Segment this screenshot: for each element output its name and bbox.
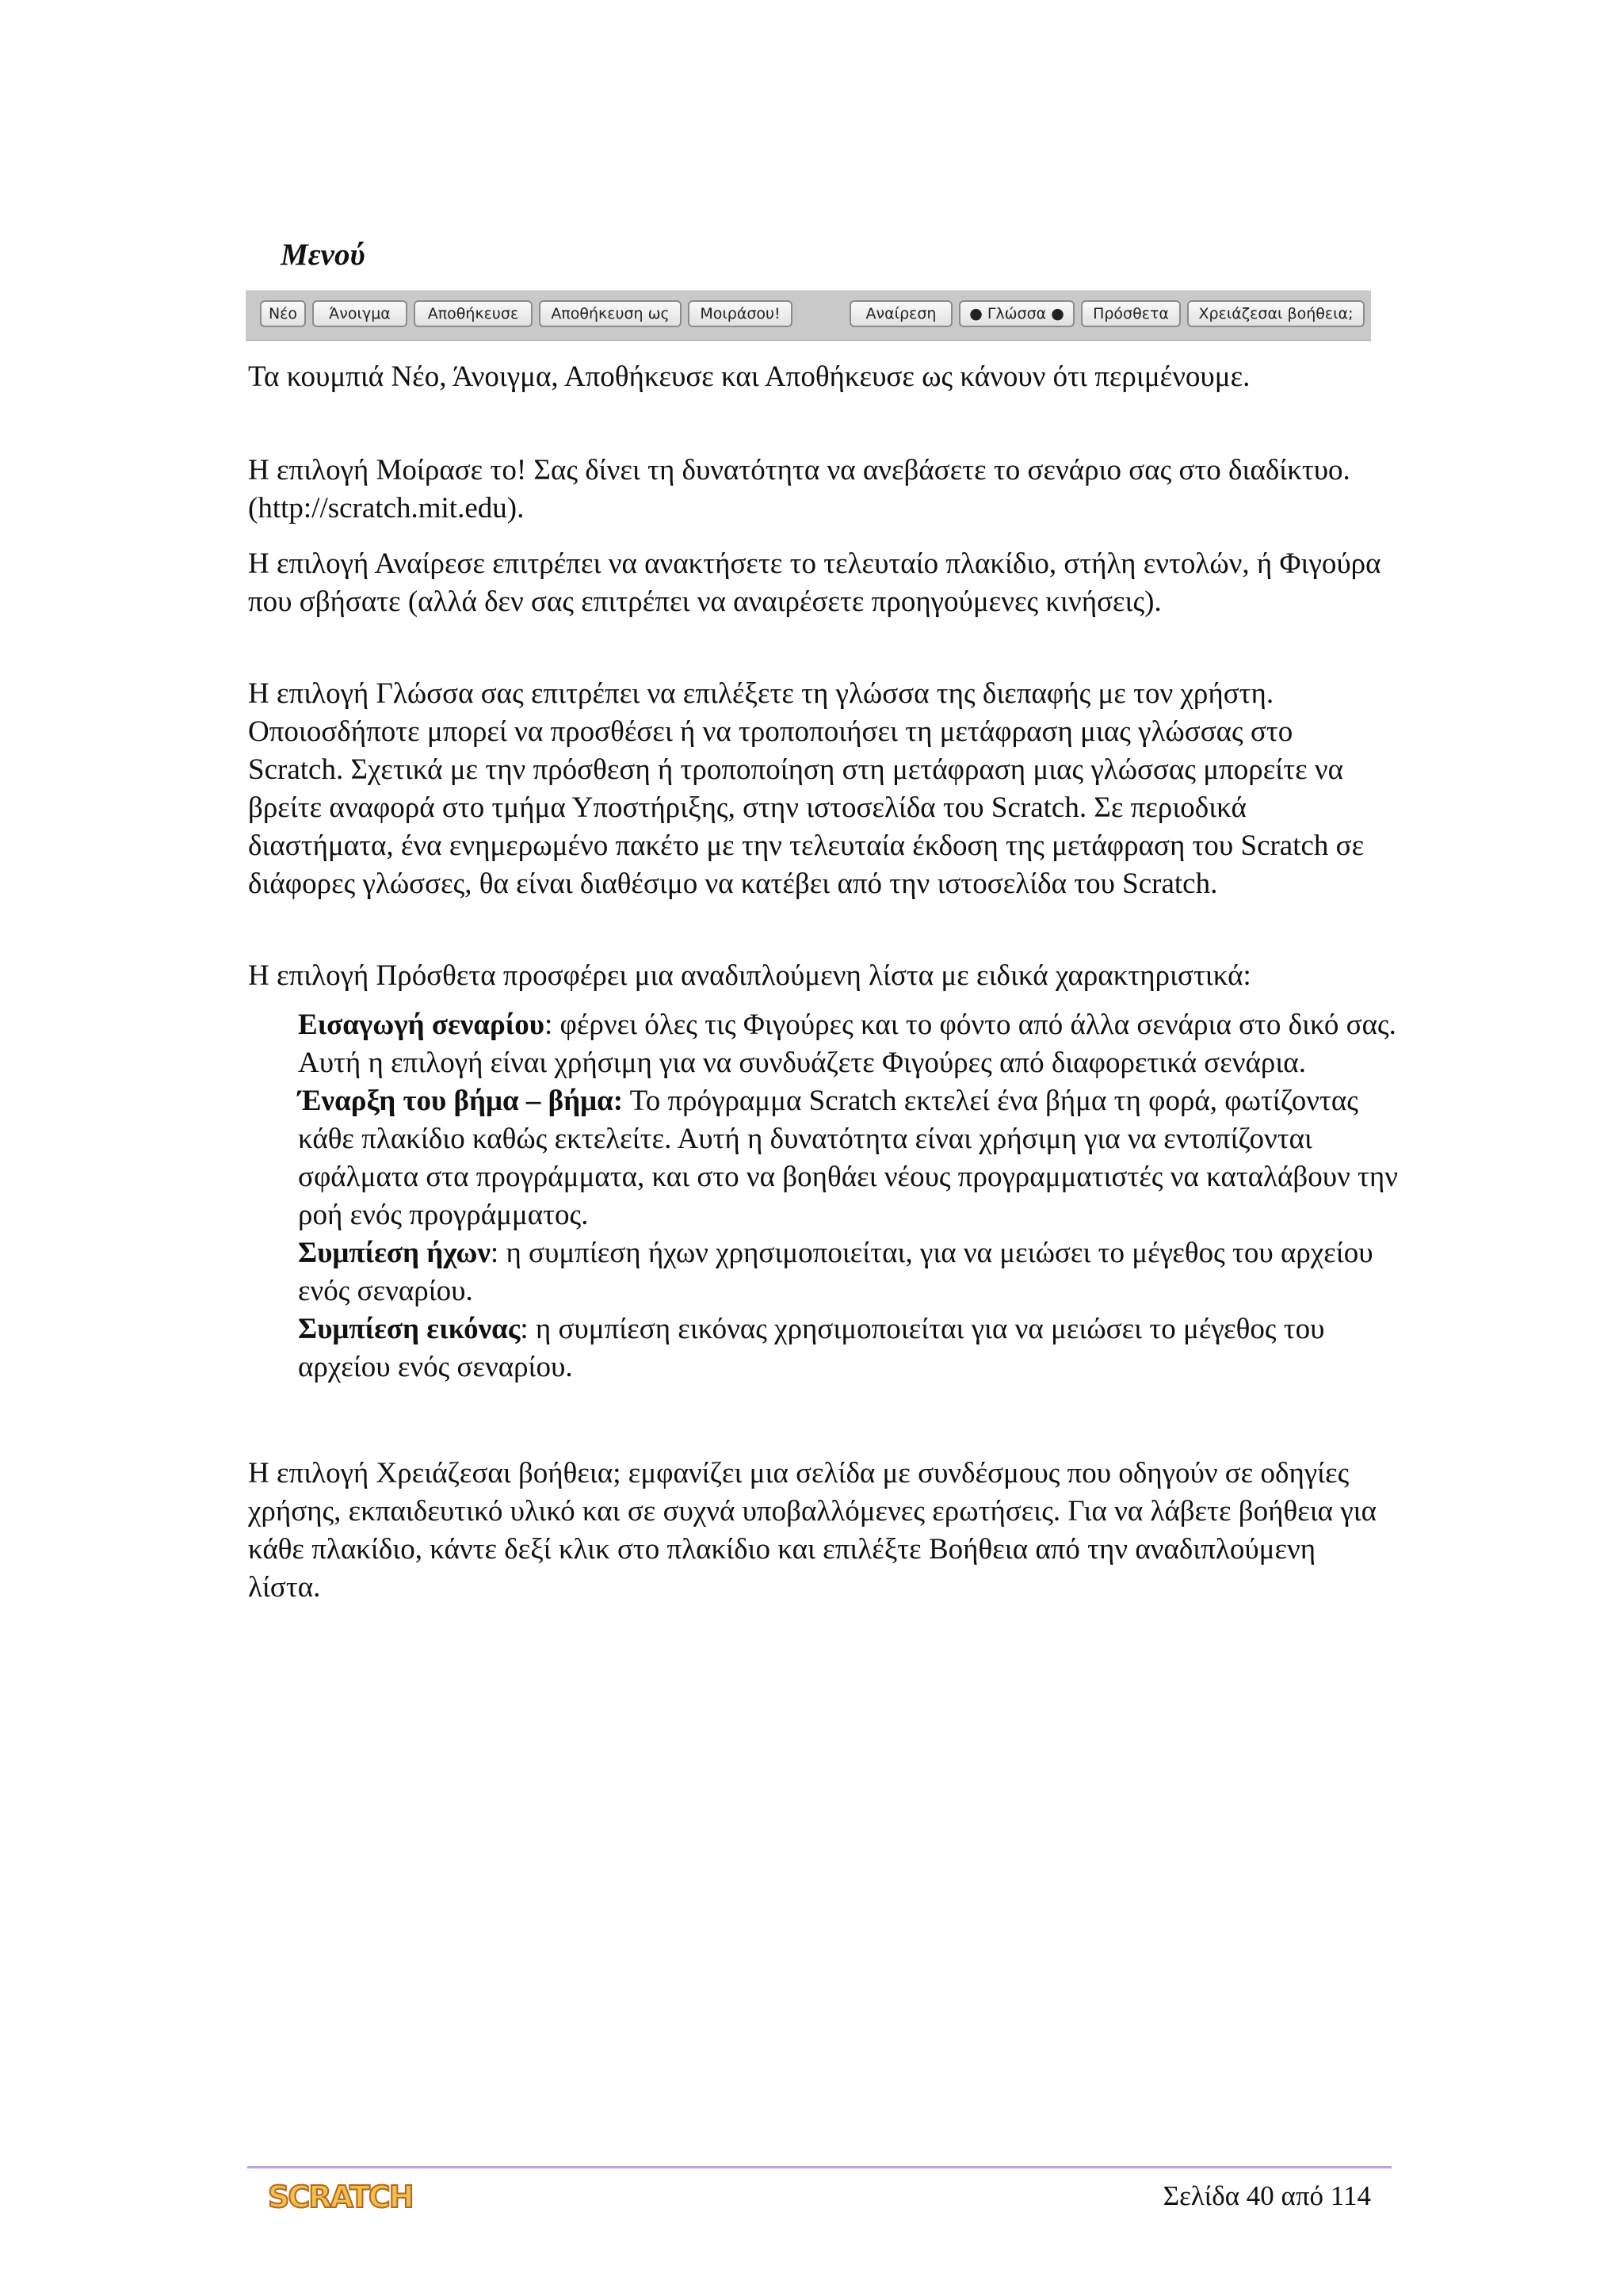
open-button[interactable]: Άνοιγμα — [312, 300, 407, 327]
feature-description: Το πρόγραμμα Scratch εκτελεί ένα βήμα τη φορά, φωτίζοντας κάθε πλακίδιο καθώς εκτελείτε. Αυτή η δυνατότητα είναι χρήσιμη για να εντοπίζονται σφάλματα στα προγράμματα, και στο να βοηθάει νέους προγραμματιστές να καταλάβουν την ροή ενός προγράμματος. — [298, 1085, 1399, 1231]
paragraph-undo: Η επιλογή Αναίρεσε επιτρέπει να ανακτήσετε το τελευταίο πλακίδιο, στήλη εντολών, ή Φιγούρα που σβήσατε (αλλά δεν σας επιτρέπει να αναιρέσετε προηγούμενες κινήσεις). — [248, 547, 1381, 618]
scratch-logo-text: SCRATCH — [268, 2180, 413, 2214]
paragraph-language: Η επιλογή Γλώσσα σας επιτρέπει να επιλέξετε τη γλώσσα της διεπαφής με τον χρήστη. Οποιοσδήποτε μπορεί να προσθέσει ή να τροποποιήσει τη μετάφραση μιας γλώσσας στο Scratch. Σχετικά με την πρόσθεση ή τροποποίηση στη μετάφραση μιας γλώσσας μπορείτε να βρείτε αναφορά στο τμήμα Υποστήριξης, στην ιστοσελίδα του Scratch. Σε περιοδικά διαστήματα, ένα ενημερωμένο πακέτο με την τελευταία έκδοση της μετάφραση του Scratch σε διάφορες γλώσσες, θα είναι διαθέσιμο να κατέβει από την ιστοσελίδα του Scratch. — [248, 677, 1365, 900]
save-button[interactable]: Αποθήκευσε — [414, 300, 533, 327]
undo-button[interactable]: Αναίρεση — [850, 300, 953, 327]
language-button[interactable]: ● Γλώσσα ● — [959, 300, 1075, 327]
feature-term: Εισαγωγή σεναρίου — [298, 1009, 544, 1041]
paragraph-help: Η επιλογή Χρειάζεσαι βοήθεια; εμφανίζει μια σελίδα με συνδέσμους που οδηγούν σε οδηγίες χρήσης, εκπαιδευτικό υλικό και σε συχνά υποβαλλόμενες ερωτήσεις. Για να λάβετε βοήθεια για κάθε πλακίδιο, κάντε δεξί κλικ στο πλακίδιο και επιλέξτε Βοήθεια από την αναδιπλούμενη λίστα. — [248, 1457, 1377, 1604]
feature-item — [298, 1082, 1407, 1234]
scratch-logo — [265, 2171, 413, 2218]
feature-description: : η συμπίεση εικόνας χρησιμοποιείται για να μειώσει το μέγεθος του αρχείου ενός σεναρίου. — [298, 1313, 1325, 1383]
feature-term: Συμπίεση ήχων — [298, 1237, 491, 1269]
paragraph-buttons-intro: Τα κουμπιά Νέο, Άνοιγμα, Αποθήκευσε και Αποθήκευσε ως κάνουν ότι περιμένουμε. — [248, 360, 1251, 393]
footer-rule — [247, 2166, 1392, 2168]
save-as-button[interactable]: Αποθήκευση ως — [539, 300, 682, 327]
feature-item — [298, 1234, 1407, 1310]
paragraph-share: Η επιλογή Μοίρασε το! Σας δίνει τη δυνατότητα να ανεβάσετε το σενάριο σας στο διαδίκτυο. (http://scratch.mit.edu). — [248, 454, 1350, 524]
paragraph-extras: Η επιλογή Πρόσθετα προσφέρει μια αναδιπλούμενη λίστα με ειδικά χαρακτηριστικά: — [248, 959, 1251, 992]
extras-button[interactable]: Πρόσθετα — [1081, 300, 1181, 327]
feature-description: : η συμπίεση ήχων χρησιμοποιείται, για να μειώσει το μέγεθος του αρχείου ενός σεναρίου. — [298, 1237, 1373, 1307]
help-button[interactable]: Χρειάζεσαι βοήθεια; — [1187, 300, 1365, 327]
feature-term: Συμπίεση εικόνας — [298, 1313, 521, 1345]
feature-item — [298, 1310, 1407, 1386]
page-number: Σελίδα 40 από 114 — [1163, 2180, 1371, 2211]
menu-bar-screenshot — [246, 290, 1371, 341]
section-heading: Μενού — [281, 238, 365, 272]
new-button[interactable]: Νέο — [260, 300, 306, 327]
feature-description: : φέρνει όλες τις Φιγούρες και το φόντο από άλλα σενάρια στο δικό σας. Αυτή η επιλογή είναι χρήσιμη για να συνδυάζετε Φιγούρες από διαφορετικά σενάρια. — [298, 1009, 1396, 1079]
share-button[interactable]: Μοιράσου! — [688, 300, 792, 327]
feature-item — [298, 1006, 1407, 1082]
extras-feature-list — [298, 1006, 1407, 1386]
feature-term: Έναρξη του βήμα – βήμα: — [298, 1085, 624, 1117]
